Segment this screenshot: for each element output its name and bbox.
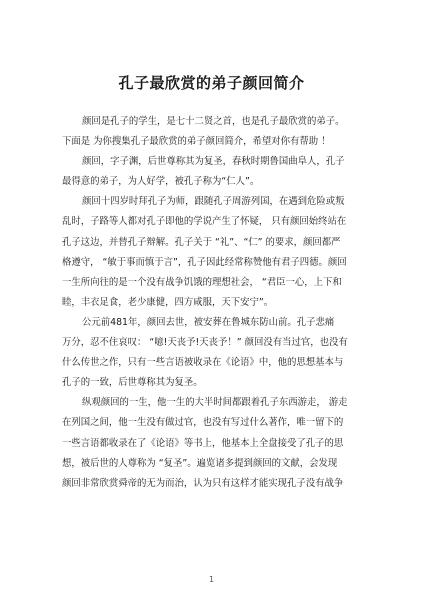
document-title: 孔子最欣赏的弟子颜回简介 [118,74,305,92]
paragraph-3-line-3: 孔子这边，并替孔子辩解。孔子关于 “礼”、“仁” 的要求，颜回都严 [62,236,341,248]
paragraph-2-line-2: 最得意的弟子，为人好学，被孔子称为“仁人”。 [62,176,260,188]
paragraph-4-line-3: 什么传世之作，只有一些言语被收录在《论语》中，他的思想基本与 [62,357,344,369]
paragraph-5-line-2: 在列国之间，他一生没有做过官，也没有写过什么著作，唯一留下的 [62,417,344,429]
page-number: 1 [208,575,215,584]
paragraph-4-line-2: 万分，忍不住哀叹： “噫!天丧予!天丧予！” 颜回没有当过官，也没有 [62,337,348,349]
paragraph-3-line-4: 格遵守， “敏于事而慎于言”，孔子因此经常称赞他有君子四德。颜回 [62,256,347,268]
paragraph-3-line-2: 乱时，子路等人都对孔子即他的学说产生了怀疑， 只有颜回始终站在 [62,216,347,228]
paragraph-5-line-1: 纵观颜回的一生，他一生的大半时间都跟着孔子东西游走， 游走 [82,397,348,409]
paragraph-3-line-5: 一生所向往的是一个没有战争饥饿的理想社会， “君臣一心，上下和 [62,276,342,288]
paragraph-1-line-2: 下面是 为你搜集孔子最欣赏的弟子颜回简介，希望对你有帮助 ！ [62,136,331,148]
paragraph-4-line-4: 孔子的一致，后世尊称其为复圣。 [62,377,203,389]
paragraph-5-line-5: 颜回非常欣赏舜帝的无为而治，认为只有这样才能实现孔子没有战争 [62,477,344,489]
document-body [62,112,368,494]
paragraph-5-line-3: 一些言语都收录在了《论语》等书上，他基本上全盘接受了孔子的思 [62,437,344,449]
paragraph-1-line-1: 颜回是孔子的学生，是七十二贤之首，也是孔子最欣赏的弟子。 [82,116,345,127]
paragraph-2-line-1: 颜回，字子渊，后世尊称其为复圣，春秋时期鲁国曲阜人，孔子 [82,156,345,168]
paragraph-3-line-6: 睦，丰衣足食，老少康健，四方咸服，天下安宁”。 [62,296,274,308]
paragraph-3-line-1: 颜回十四岁时拜孔子为师，跟随孔子周游列国，在遇到危险或叛 [82,196,345,208]
paragraph-5-line-4: 想，被后世的人尊称为 “复圣”。遍览诸多提到颜回的文献，会发现 [62,457,338,469]
paragraph-4-line-1: 公元前481年，颜回去世，被安葬在鲁城东防山前。孔子悲痛 [82,316,335,328]
